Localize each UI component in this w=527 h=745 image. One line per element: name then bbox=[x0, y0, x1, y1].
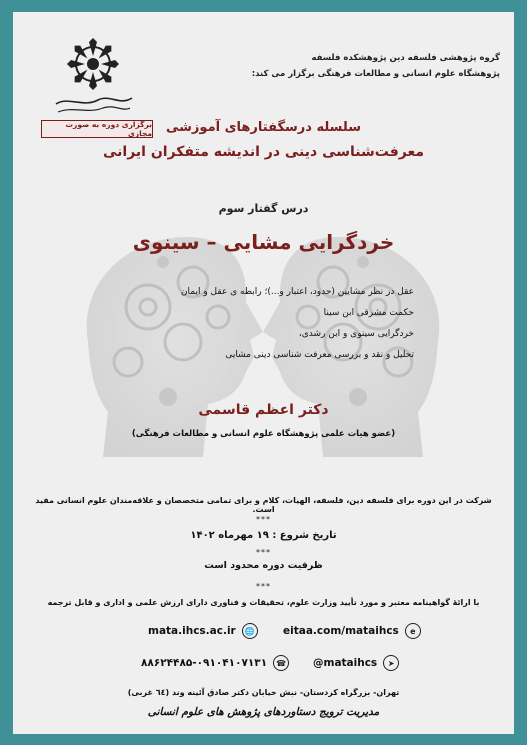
capacity-note: ظرفیت دوره محدود است bbox=[204, 560, 323, 571]
telegram-contact[interactable] bbox=[313, 655, 399, 671]
lesson-title: خردگرایی مشایی – سینوی bbox=[132, 230, 395, 254]
topic-item: حکمت مشرقی ابن سینا bbox=[323, 308, 414, 318]
phone-icon: ☎ bbox=[273, 655, 289, 671]
phone-contact[interactable] bbox=[141, 655, 289, 671]
certificate-note: با ارائهٔ گواهینامه معتبر و مورد تأیید وزارت علوم، تحقیقات و فناوری دارای ارزش علمی و اداری و قابل ترجمه bbox=[47, 598, 480, 607]
phone-numbers[interactable]: ۸۸۶۲۴۴۸۵-۰۹۱۰۴۱۰۷۱۳۱ bbox=[141, 657, 268, 669]
topic-item: تحلیل و نقد و بررسی معرفت شناسی دینی مشایی bbox=[225, 350, 414, 360]
website-link[interactable]: mata.ihcs.ac.ir bbox=[148, 625, 236, 637]
topics-list bbox=[114, 282, 414, 366]
telegram-handle[interactable]: @mataihcs bbox=[313, 657, 378, 669]
separator-stars: *** bbox=[256, 582, 271, 591]
series-title-line-2: معرفت‌شناسی دینی در اندیشه متفکران ایرانی bbox=[102, 144, 425, 160]
globe-icon: 🌐 bbox=[242, 623, 258, 639]
virtual-course-badge: برگزاری دوره به صورت مجازی bbox=[41, 120, 153, 138]
institute-logo bbox=[48, 34, 138, 118]
poster bbox=[13, 12, 514, 734]
footer-title: مدیریت ترویج دستاوردهای پژوهش های علوم انسانی bbox=[147, 706, 380, 718]
website-contact[interactable] bbox=[148, 623, 258, 639]
organizer-line-1: گروه پژوهشی فلسفه دین پژوهشکده فلسفه bbox=[311, 53, 500, 63]
organizer-header bbox=[230, 50, 500, 82]
eitaa-link[interactable]: eitaa.com/mataihcs bbox=[283, 625, 399, 637]
eitaa-icon: e bbox=[405, 623, 421, 639]
topic-item: خردگرایی سینوی و ابن رشدی، bbox=[298, 329, 414, 339]
series-title-line-1: سلسله درسگفتارهای آموزشی bbox=[166, 120, 361, 135]
address: تهران- بزرگراه کردستان- نبش خیابان دکتر صادق آئینه وند (٦٤ غربی) bbox=[127, 688, 400, 697]
organizer-line-2: پژوهشگاه علوم انسانی و مطالعات فرهنگی برگزار می کند: bbox=[251, 69, 500, 79]
lecturer-name: دکتر اعظم قاسمی bbox=[198, 402, 329, 418]
telegram-icon: ➤ bbox=[383, 655, 399, 671]
separator-stars: *** bbox=[256, 548, 271, 557]
topic-item: عقل در نظر مشایین (حدود، اعتبار و...)؛ رابطه ی عقل و ایمان bbox=[180, 287, 414, 297]
lesson-label: درس گفتار سوم bbox=[218, 202, 309, 215]
start-date: تاریخ شروع : ۱۹ مهرماه ۱۴۰۲ bbox=[190, 530, 337, 541]
lecturer-affiliation: (عضو هیات علمی پژوهشگاه علوم انسانی و مطالعات فرهنگی) bbox=[131, 429, 396, 439]
separator-stars: *** bbox=[256, 515, 271, 524]
audience-note: شرکت در این دوره برای فلسفه دین، فلسفه، الهیات، کلام و برای تمامی متخصصان و علاقه‌مندان علوم انسانی مفید است. bbox=[35, 496, 492, 514]
eitaa-contact[interactable] bbox=[283, 623, 421, 639]
